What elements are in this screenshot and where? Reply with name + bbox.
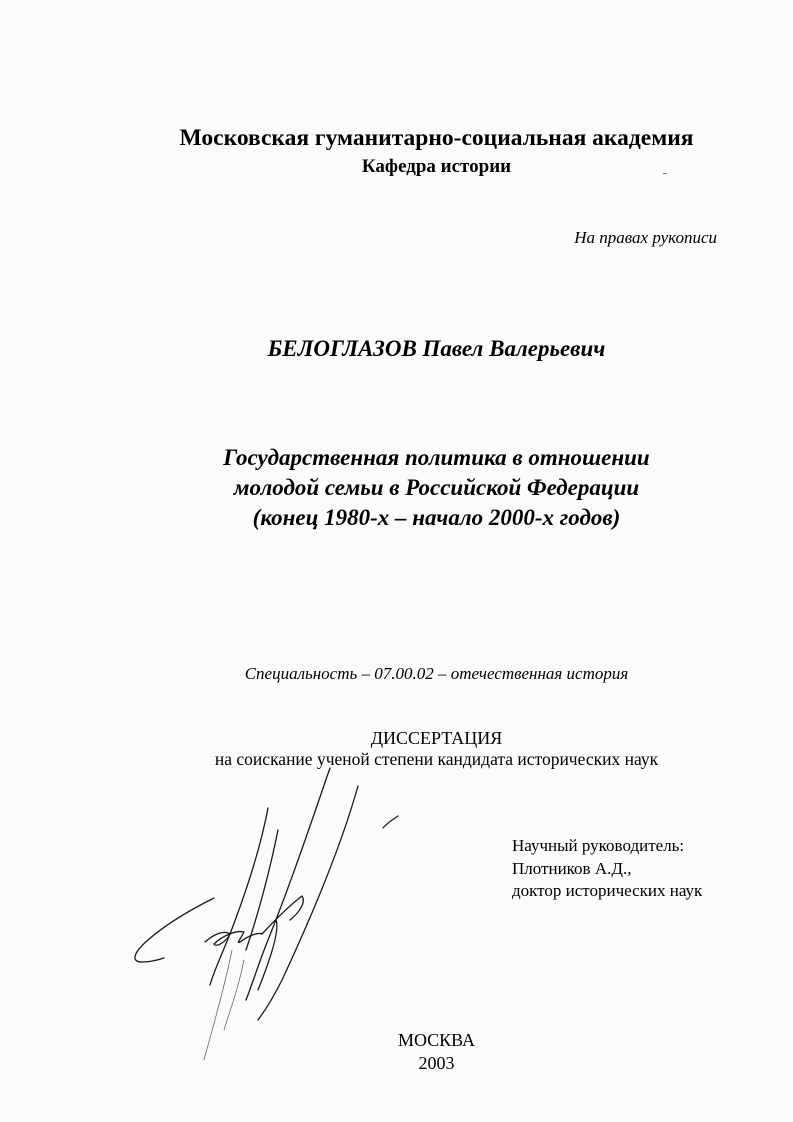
scan-speck (663, 173, 667, 174)
dissertation-title-line-3: (конец 1980-х – начало 2000-х годов) (252, 505, 621, 530)
dissertation-purpose: на соискание ученой степени кандидата исторических наук (214, 749, 659, 769)
dissertation-title-line-1: Государственная политика в отношении (223, 445, 650, 470)
city: МОСКВА (397, 1030, 476, 1050)
department-name: Кафедра истории (361, 156, 512, 177)
dissertation-label: ДИССЕРТАЦИЯ (370, 728, 503, 748)
manuscript-note: На правах рукописи (574, 228, 717, 247)
institution-name: Московская гуманитарно-социальная академия (179, 125, 694, 151)
supervisor-heading: Научный руководитель: (512, 836, 685, 855)
author-name: БЕЛОГЛАЗОВ Павел Валерьевич (267, 336, 606, 361)
supervisor-degree: доктор исторических наук (512, 881, 703, 900)
dissertation-title-line-2: молодой семьи в Российской Федерации (233, 475, 640, 500)
supervisor-name: Плотников А.Д., (512, 859, 632, 878)
year: 2003 (418, 1053, 455, 1073)
specialty-line: Специальность – 07.00.02 – отечественная история (244, 664, 629, 683)
